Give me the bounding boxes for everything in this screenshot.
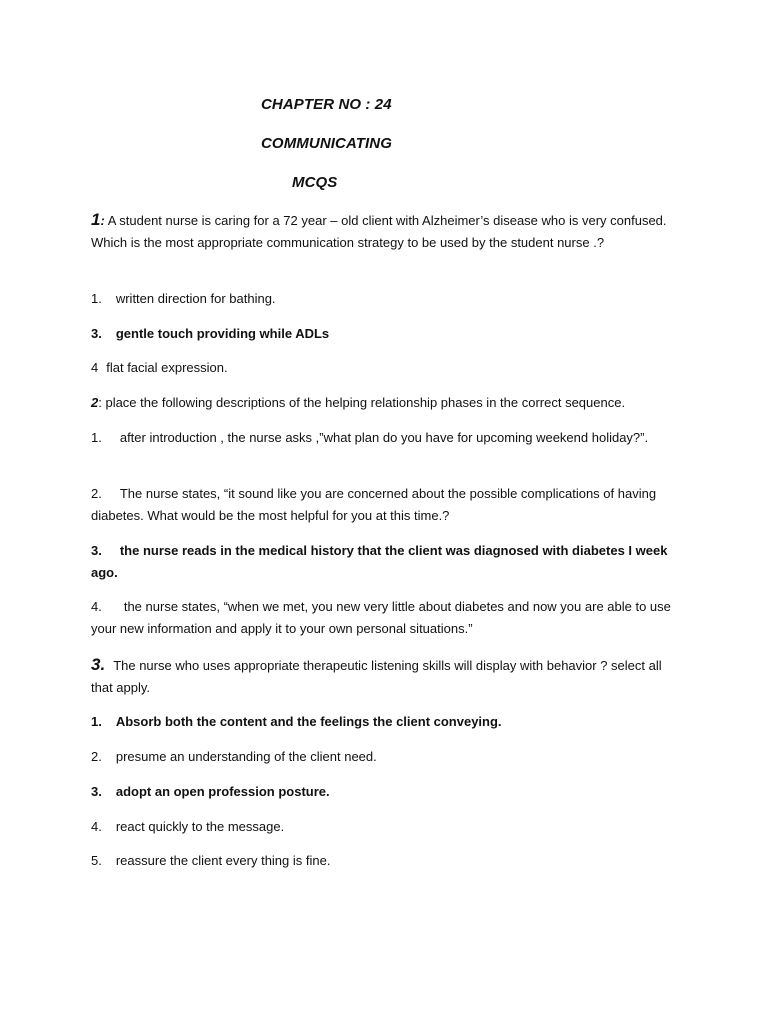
option-item [91,540,681,584]
question-number: 1 [91,210,101,229]
option-item [91,816,681,838]
option-item [91,288,681,310]
option-number: 1. [91,714,102,729]
option-item [91,781,681,803]
option-number: 5. [91,853,102,868]
option-text: presume an understanding of the client need. [115,749,377,764]
option-text: written direction for bathing. [115,291,276,306]
option-item [91,746,681,768]
option-number: 1. [91,291,102,306]
option-number: 3. [91,784,102,799]
question-3 [91,654,681,699]
option-text: reassure the client every thing is fine. [115,853,331,868]
option-number: 2. [91,486,102,501]
question-text: A student nurse is caring for a 72 year – old client with Alzheimer’s disease who is very confused. Which is the most appropriate communication strategy to be used by the student nurse .? [91,213,667,250]
option-text: adopt an open profession posture. [115,784,330,799]
topic-heading: COMMUNICATING [261,135,393,152]
option-text: flat facial expression. [106,360,228,375]
option-number: 1. [91,430,102,445]
option-number: 4 [91,360,99,375]
option-text: The nurse states, “it sound like you are concerned about the possible complications of having diabetes. What would be the most helpful for you at this time.? [91,486,657,523]
option-number: 2. [91,749,102,764]
question-text: : place the following descriptions of the helping relationship phases in the correct sequence. [98,395,626,410]
option-text: after introduction , the nurse asks ,”what plan do you have for upcoming weekend holiday?”. [119,430,649,445]
option-text: gentle touch providing while ADLs [115,326,330,341]
question-2 [91,392,681,414]
option-item [91,427,681,449]
option-text: react quickly to the message. [115,819,285,834]
question-number: 3. [91,655,106,674]
question-text: The nurse who uses appropriate therapeutic listening skills will display with behavior ? select all that apply. [91,658,662,695]
question-number-suffix: : [100,213,105,228]
option-text: the nurse states, “when we met, you new very little about diabetes and now you are able to use your new information and apply it to your own personal situations.” [91,599,671,636]
question-number: 2 [91,395,99,410]
option-text: Absorb both the content and the feelings the client conveying. [115,714,502,729]
question-1 [91,209,681,254]
option-number: 4. [91,819,102,834]
option-item [91,357,681,379]
section-heading: MCQS [292,174,338,191]
option-number: 3. [91,543,102,558]
option-item [91,323,681,345]
option-number: 4. [91,599,102,614]
option-item [91,483,681,527]
option-item [91,711,681,733]
chapter-heading: CHAPTER NO : 24 [261,96,392,113]
option-number: 3. [91,326,102,341]
option-item [91,596,681,640]
option-item [91,850,681,872]
option-text: the nurse reads in the medical history that the client was diagnosed with diabetes I week ago. [91,543,668,580]
